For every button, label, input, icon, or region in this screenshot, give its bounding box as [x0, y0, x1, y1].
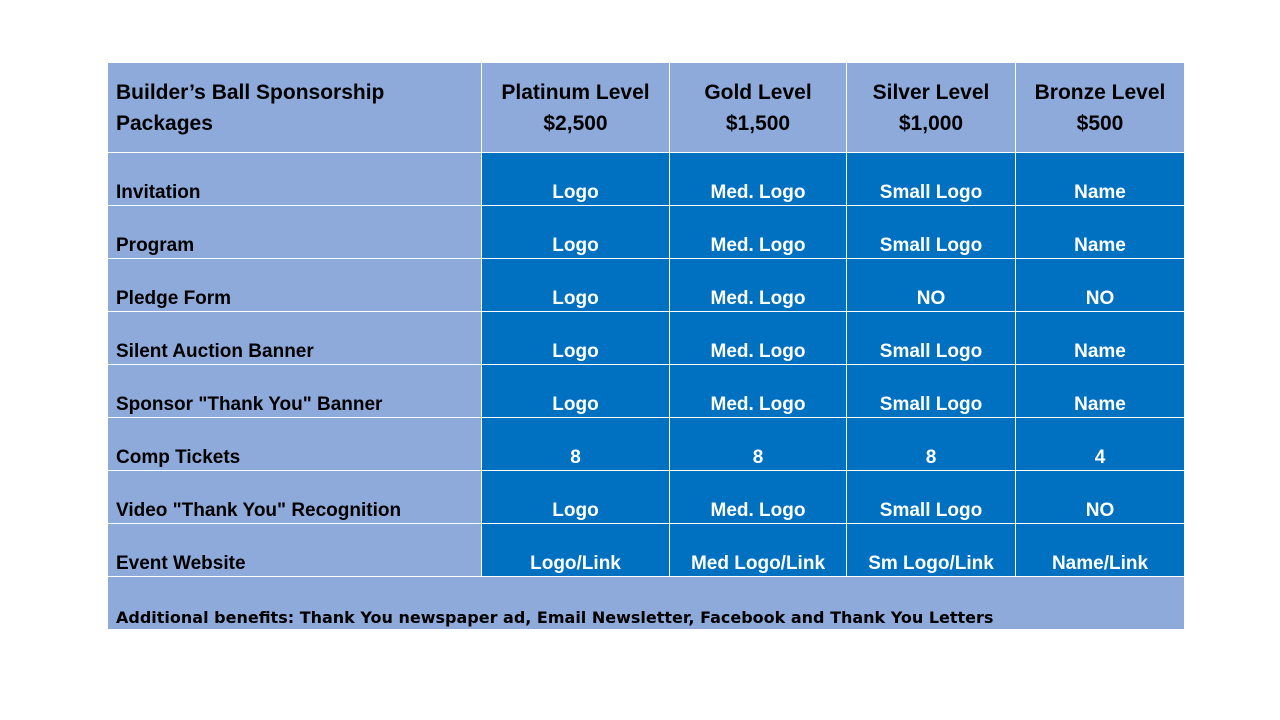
table-cell: Small Logo — [847, 312, 1016, 365]
level-name: Bronze Level — [1034, 80, 1166, 104]
table-cell: Name — [1016, 153, 1185, 206]
table-row — [108, 206, 1185, 259]
row-label: Event Website — [108, 524, 482, 577]
row-label: Comp Tickets — [108, 418, 482, 471]
table-cell: Logo — [482, 365, 670, 418]
table-cell: Med. Logo — [670, 312, 847, 365]
additional-benefits: Additional benefits: Thank You newspaper ad, Email Newsletter, Facebook and Thank You Letters — [108, 577, 1185, 630]
table-cell: Med. Logo — [670, 206, 847, 259]
level-price: $1,000 — [898, 111, 964, 135]
header-row — [108, 63, 1185, 153]
table-cell: Name — [1016, 365, 1185, 418]
table-cell: Med. Logo — [670, 259, 847, 312]
level-header-gold — [670, 63, 847, 153]
row-label: Silent Auction Banner — [108, 312, 482, 365]
table-row — [108, 312, 1185, 365]
table-cell: Logo — [482, 312, 670, 365]
sponsorship-table — [107, 62, 1185, 630]
level-header-bronze — [1016, 63, 1185, 153]
table-cell: Small Logo — [847, 471, 1016, 524]
table-row — [108, 259, 1185, 312]
row-label: Sponsor "Thank You" Banner — [108, 365, 482, 418]
level-name: Platinum Level — [501, 80, 650, 104]
row-label: Video "Thank You" Recognition — [108, 471, 482, 524]
row-label: Invitation — [108, 153, 482, 206]
level-name: Silver Level — [872, 80, 990, 104]
table-row — [108, 524, 1185, 577]
table-cell: 4 — [1016, 418, 1185, 471]
table-cell: 8 — [482, 418, 670, 471]
table-cell: Name/Link — [1016, 524, 1185, 577]
table-cell: Name — [1016, 206, 1185, 259]
table-cell: Med. Logo — [670, 365, 847, 418]
table-cell: Sm Logo/Link — [847, 524, 1016, 577]
table-cell: NO — [1016, 259, 1185, 312]
table-row — [108, 153, 1185, 206]
table-cell: Small Logo — [847, 153, 1016, 206]
table-cell: NO — [1016, 471, 1185, 524]
level-header-platinum — [482, 63, 670, 153]
level-price: $2,500 — [543, 111, 608, 135]
row-label: Pledge Form — [108, 259, 482, 312]
level-price: $1,500 — [725, 111, 791, 135]
table-cell: Med Logo/Link — [670, 524, 847, 577]
table-cell: Logo — [482, 259, 670, 312]
table-cell: 8 — [847, 418, 1016, 471]
level-header-silver — [847, 63, 1016, 153]
table-cell: NO — [847, 259, 1016, 312]
table-cell: Logo/Link — [482, 524, 670, 577]
table-row — [108, 365, 1185, 418]
table-cell: Small Logo — [847, 206, 1016, 259]
table-cell: Med. Logo — [670, 153, 847, 206]
row-label: Program — [108, 206, 482, 259]
table-cell: Logo — [482, 471, 670, 524]
table-cell: Name — [1016, 312, 1185, 365]
table-title: Builder’s Ball Sponsorship Packages — [108, 63, 482, 153]
table-cell: 8 — [670, 418, 847, 471]
footer-row — [108, 577, 1185, 630]
table-cell: Med. Logo — [670, 471, 847, 524]
table-cell: Logo — [482, 153, 670, 206]
table-cell: Small Logo — [847, 365, 1016, 418]
table-row — [108, 418, 1185, 471]
level-name: Gold Level — [704, 80, 812, 104]
table-row — [108, 471, 1185, 524]
level-price: $500 — [1076, 111, 1124, 135]
table-cell: Logo — [482, 206, 670, 259]
